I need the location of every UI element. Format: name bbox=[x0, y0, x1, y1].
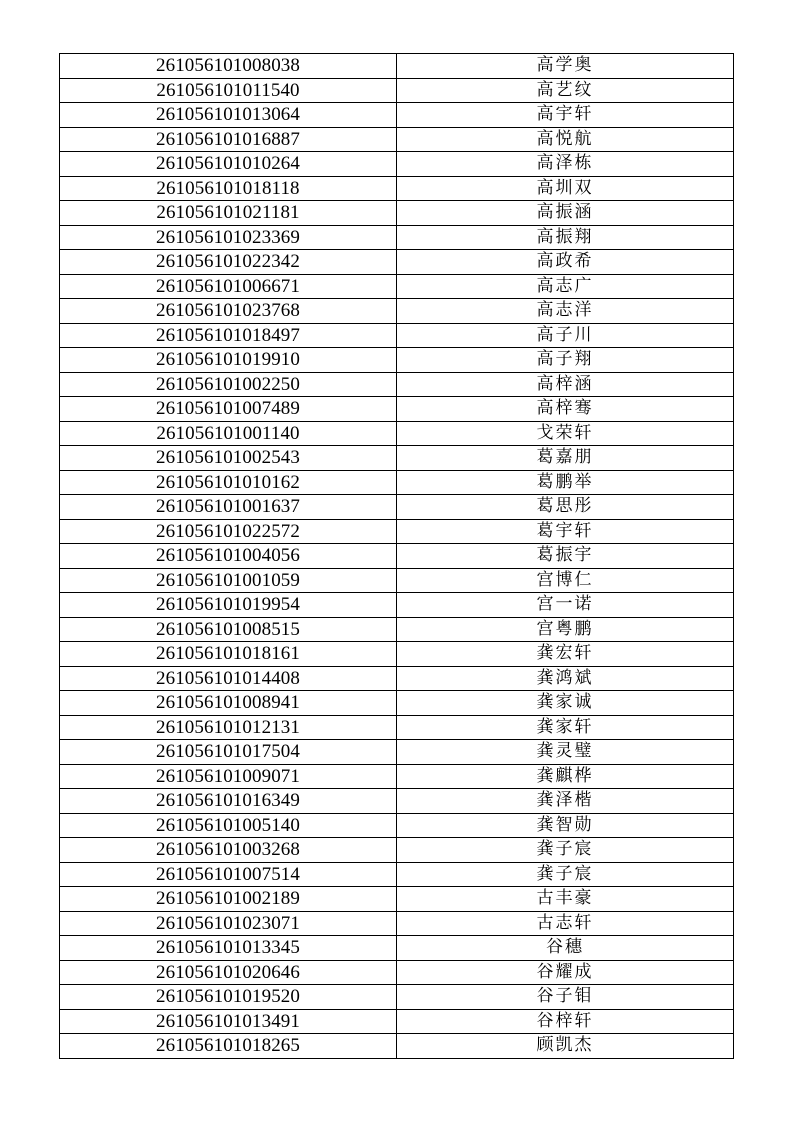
candidate-id-cell: 261056101004056 bbox=[60, 544, 397, 569]
table-row bbox=[60, 470, 734, 495]
candidate-id-cell: 261056101018118 bbox=[60, 176, 397, 201]
table-row bbox=[60, 446, 734, 471]
table-row bbox=[60, 54, 734, 79]
candidate-name-cell: 龚泽楷 bbox=[397, 789, 734, 814]
candidate-name-cell: 高艺纹 bbox=[397, 78, 734, 103]
candidate-id-cell: 261056101013064 bbox=[60, 103, 397, 128]
candidate-id-cell: 261056101014408 bbox=[60, 666, 397, 691]
table-row bbox=[60, 372, 734, 397]
candidate-id-cell: 261056101018161 bbox=[60, 642, 397, 667]
candidate-name-cell: 谷穗 bbox=[397, 936, 734, 961]
candidate-id-cell: 261056101011540 bbox=[60, 78, 397, 103]
candidate-name-cell: 高志洋 bbox=[397, 299, 734, 324]
candidate-name-cell: 龚子宸 bbox=[397, 838, 734, 863]
candidate-name-cell: 龚鸿斌 bbox=[397, 666, 734, 691]
candidate-name-cell: 高梓骞 bbox=[397, 397, 734, 422]
table-row bbox=[60, 1034, 734, 1059]
candidate-name-cell: 高振翔 bbox=[397, 225, 734, 250]
table-row bbox=[60, 323, 734, 348]
candidate-name-cell: 高泽栋 bbox=[397, 152, 734, 177]
candidate-id-cell: 261056101022342 bbox=[60, 250, 397, 275]
table-row bbox=[60, 862, 734, 887]
candidate-id-cell: 261056101002250 bbox=[60, 372, 397, 397]
table-row bbox=[60, 348, 734, 373]
candidate-name-cell: 龚智勋 bbox=[397, 813, 734, 838]
table-row bbox=[60, 936, 734, 961]
table-row bbox=[60, 152, 734, 177]
candidate-id-cell: 261056101001140 bbox=[60, 421, 397, 446]
candidate-id-cell: 261056101019954 bbox=[60, 593, 397, 618]
table-row bbox=[60, 519, 734, 544]
candidate-name-cell: 葛鹏举 bbox=[397, 470, 734, 495]
candidate-name-cell: 龚家诚 bbox=[397, 691, 734, 716]
candidate-id-cell: 261056101002543 bbox=[60, 446, 397, 471]
candidate-id-cell: 261056101013345 bbox=[60, 936, 397, 961]
candidate-id-cell: 261056101022572 bbox=[60, 519, 397, 544]
table-row bbox=[60, 225, 734, 250]
table-row bbox=[60, 789, 734, 814]
candidate-name-cell: 古志轩 bbox=[397, 911, 734, 936]
table-row bbox=[60, 299, 734, 324]
candidate-name-cell: 戈荣轩 bbox=[397, 421, 734, 446]
candidate-name-cell: 葛思彤 bbox=[397, 495, 734, 520]
candidate-name-cell: 高政希 bbox=[397, 250, 734, 275]
candidate-id-cell: 261056101023768 bbox=[60, 299, 397, 324]
table-row bbox=[60, 201, 734, 226]
candidate-name-cell: 高梓涵 bbox=[397, 372, 734, 397]
table-row bbox=[60, 985, 734, 1010]
candidate-name-cell: 高学奥 bbox=[397, 54, 734, 79]
candidate-id-cell: 261056101001059 bbox=[60, 568, 397, 593]
candidate-id-cell: 261056101009071 bbox=[60, 764, 397, 789]
candidate-id-cell: 261056101007514 bbox=[60, 862, 397, 887]
table-row bbox=[60, 740, 734, 765]
candidate-name-cell: 龚子宸 bbox=[397, 862, 734, 887]
candidate-id-cell: 261056101016887 bbox=[60, 127, 397, 152]
candidate-name-cell: 高振涵 bbox=[397, 201, 734, 226]
table-row bbox=[60, 960, 734, 985]
candidate-name-cell: 高圳双 bbox=[397, 176, 734, 201]
table-row bbox=[60, 764, 734, 789]
table-row bbox=[60, 617, 734, 642]
candidate-name-cell: 葛振宇 bbox=[397, 544, 734, 569]
table-row bbox=[60, 666, 734, 691]
candidate-name-cell: 宫一诺 bbox=[397, 593, 734, 618]
candidate-name-cell: 龚麒桦 bbox=[397, 764, 734, 789]
candidate-name-cell: 宫粤鹏 bbox=[397, 617, 734, 642]
candidate-id-cell: 261056101023369 bbox=[60, 225, 397, 250]
table-row bbox=[60, 544, 734, 569]
candidate-id-cell: 261056101021181 bbox=[60, 201, 397, 226]
candidate-name-cell: 龚家轩 bbox=[397, 715, 734, 740]
table-row bbox=[60, 715, 734, 740]
candidate-name-cell: 高悦航 bbox=[397, 127, 734, 152]
table-row bbox=[60, 813, 734, 838]
candidate-id-cell: 261056101019520 bbox=[60, 985, 397, 1010]
candidate-name-cell: 高志广 bbox=[397, 274, 734, 299]
candidate-id-cell: 261056101006671 bbox=[60, 274, 397, 299]
candidate-id-cell: 261056101007489 bbox=[60, 397, 397, 422]
candidate-id-cell: 261056101008515 bbox=[60, 617, 397, 642]
table-row bbox=[60, 593, 734, 618]
candidate-id-cell: 261056101008941 bbox=[60, 691, 397, 716]
candidate-name-cell: 谷梓轩 bbox=[397, 1009, 734, 1034]
table-row bbox=[60, 887, 734, 912]
table-row bbox=[60, 103, 734, 128]
table-row bbox=[60, 274, 734, 299]
candidate-id-cell: 261056101023071 bbox=[60, 911, 397, 936]
candidate-id-cell: 261056101001637 bbox=[60, 495, 397, 520]
table-row bbox=[60, 421, 734, 446]
candidate-name-cell: 高子翔 bbox=[397, 348, 734, 373]
candidate-id-cell: 261056101002189 bbox=[60, 887, 397, 912]
candidate-id-cell: 261056101010162 bbox=[60, 470, 397, 495]
table-row bbox=[60, 127, 734, 152]
candidate-name-cell: 葛宇轩 bbox=[397, 519, 734, 544]
candidate-name-cell: 高子川 bbox=[397, 323, 734, 348]
roster-table bbox=[59, 53, 734, 1059]
table-row bbox=[60, 176, 734, 201]
candidate-id-cell: 261056101018265 bbox=[60, 1034, 397, 1059]
table-row bbox=[60, 78, 734, 103]
candidate-name-cell: 顾凯杰 bbox=[397, 1034, 734, 1059]
candidate-name-cell: 葛嘉朋 bbox=[397, 446, 734, 471]
table-row bbox=[60, 495, 734, 520]
candidate-name-cell: 龚灵璧 bbox=[397, 740, 734, 765]
candidate-id-cell: 261056101018497 bbox=[60, 323, 397, 348]
candidate-id-cell: 261056101013491 bbox=[60, 1009, 397, 1034]
candidate-name-cell: 高宇轩 bbox=[397, 103, 734, 128]
table-row bbox=[60, 1009, 734, 1034]
roster-body bbox=[60, 54, 734, 1059]
table-row bbox=[60, 691, 734, 716]
candidate-id-cell: 261056101019910 bbox=[60, 348, 397, 373]
candidate-id-cell: 261056101016349 bbox=[60, 789, 397, 814]
candidate-name-cell: 古丰豪 bbox=[397, 887, 734, 912]
table-row bbox=[60, 568, 734, 593]
candidate-name-cell: 宫博仁 bbox=[397, 568, 734, 593]
candidate-name-cell: 谷子钼 bbox=[397, 985, 734, 1010]
candidate-id-cell: 261056101010264 bbox=[60, 152, 397, 177]
candidate-name-cell: 龚宏轩 bbox=[397, 642, 734, 667]
candidate-id-cell: 261056101017504 bbox=[60, 740, 397, 765]
candidate-id-cell: 261056101020646 bbox=[60, 960, 397, 985]
candidate-id-cell: 261056101008038 bbox=[60, 54, 397, 79]
table-row bbox=[60, 397, 734, 422]
table-row bbox=[60, 250, 734, 275]
candidate-id-cell: 261056101005140 bbox=[60, 813, 397, 838]
candidate-name-cell: 谷耀成 bbox=[397, 960, 734, 985]
candidate-id-cell: 261056101012131 bbox=[60, 715, 397, 740]
table-row bbox=[60, 838, 734, 863]
table-row bbox=[60, 642, 734, 667]
candidate-id-cell: 261056101003268 bbox=[60, 838, 397, 863]
table-row bbox=[60, 911, 734, 936]
